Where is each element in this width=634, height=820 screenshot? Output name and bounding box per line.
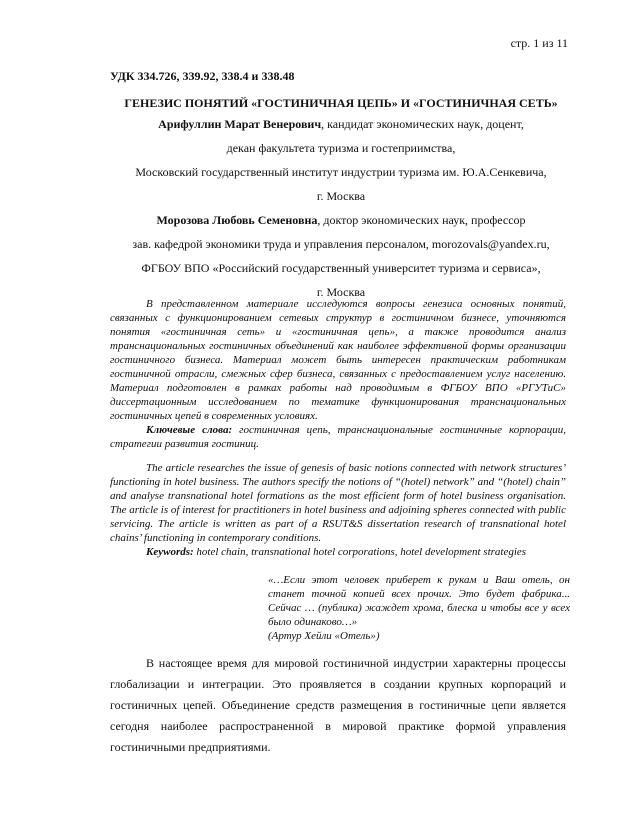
epigraph-quote: «…Если этот человек приберет к рукам и Ваш отель, он станет точной копией всех прочих. Это будет фабрика... Сейчас … (публика) жаждет хрома, блеска и чтобы все у всех было одинаково…»	[268, 574, 570, 628]
author2-institution: ФГБОУ ВПО «Российский государственный университет туризма и сервиса»,	[141, 261, 541, 275]
article-title: ГЕНЕЗИС ПОНЯТИЙ «ГОСТИНИЧНАЯ ЦЕПЬ» И «ГОСТИНИЧНАЯ СЕТЬ»	[124, 96, 558, 110]
keywords-ru-text: гостиничная цепь, транснациональные гостиничные корпорации, стратегии развития гостиниц.	[110, 424, 566, 450]
keywords-ru-label: Ключевые слова:	[146, 424, 233, 436]
keywords-en	[110, 545, 566, 559]
author1-name: Арифуллин Марат Венерович	[158, 117, 322, 131]
author1-line1	[96, 116, 586, 132]
author1-institution: Московский государственный институт индустрии туризма им. Ю.А.Сенкевича,	[135, 165, 547, 179]
abstract-ru	[110, 297, 566, 451]
keywords-en-text: hotel chain, transnational hotel corporations, hotel development strategies	[193, 546, 527, 558]
body-text	[110, 653, 566, 758]
author2-city: г. Москва	[316, 285, 366, 299]
abstract-ru-text: В представленном материале исследуются вопросы генезиса основных понятий, связанных с функционированием сетевых структур в гостиничном бизнесе, уточняются понятия «гостиничная сеть» и «гостиничная цепь», а также проводится анализ транснациональных гостиничных объединений как наиболее эффективной формы организации гостиничного бизнеса. Материал может быть интересен практическим работникам гостиничной отрасли, смежных сфер бизнеса, связанных с предоставлением услуг населению. Материал подготовлен в рамках работы над проводимым в ФГБОУ ВПО «РГУТиС» диссертационным исследованием по тематике функционирования транснациональных гостиничных цепей в современных условиях.	[110, 298, 566, 422]
author1-degree: , кандидат экономических наук, доцент,	[321, 117, 524, 131]
article-header	[96, 95, 586, 308]
author2-name: Морозова Любовь Семеновна	[156, 213, 318, 227]
body-paragraph: В настоящее время для мировой гостиничной индустрии характерны процессы глобализации и интеграции. Это проявляется в создании крупных корпораций и гостиничных цепей. Объединение средств размещения в гостиничные цепи является сегодня наиболее распространенной в мировой практике формой управления гостиничными предприятиями.	[110, 656, 566, 754]
author2-line1	[96, 212, 586, 228]
keywords-en-label: Keywords:	[146, 546, 194, 558]
author2-degree: , доктор экономических наук, профессор	[317, 213, 526, 227]
author1-city: г. Москва	[316, 189, 366, 203]
page-number: стр. 1 из 11	[510, 36, 568, 50]
keywords-ru	[110, 423, 566, 451]
epigraph	[268, 573, 570, 643]
epigraph-source: (Артур Хейли «Отель»)	[268, 630, 380, 642]
abstract-en	[110, 461, 566, 559]
udk-code: УДК 334.726, 339.92, 338.4 и 338.48	[110, 69, 295, 83]
author2-position: зав. кафедрой экономики труда и управления персоналом, morozovals@yandex.ru,	[132, 237, 550, 251]
author1-position: декан факультета туризма и гостеприимства,	[226, 141, 456, 155]
abstract-en-text: The article researches the issue of genesis of basic notions connected with network structures’ functioning in hotel business. The authors specify the notions of “(hotel) network” and “(hotel) chain” and analyse transnational hotel formations as the most efficient form of hotel business organisation. The article is of interest for practitioners in hotel business and adjoining spheres connected with public servicing. The article is written as part of a RSUT&S dissertation research of transnational hotel chains’ functioning in contemporary conditions.	[110, 462, 566, 544]
